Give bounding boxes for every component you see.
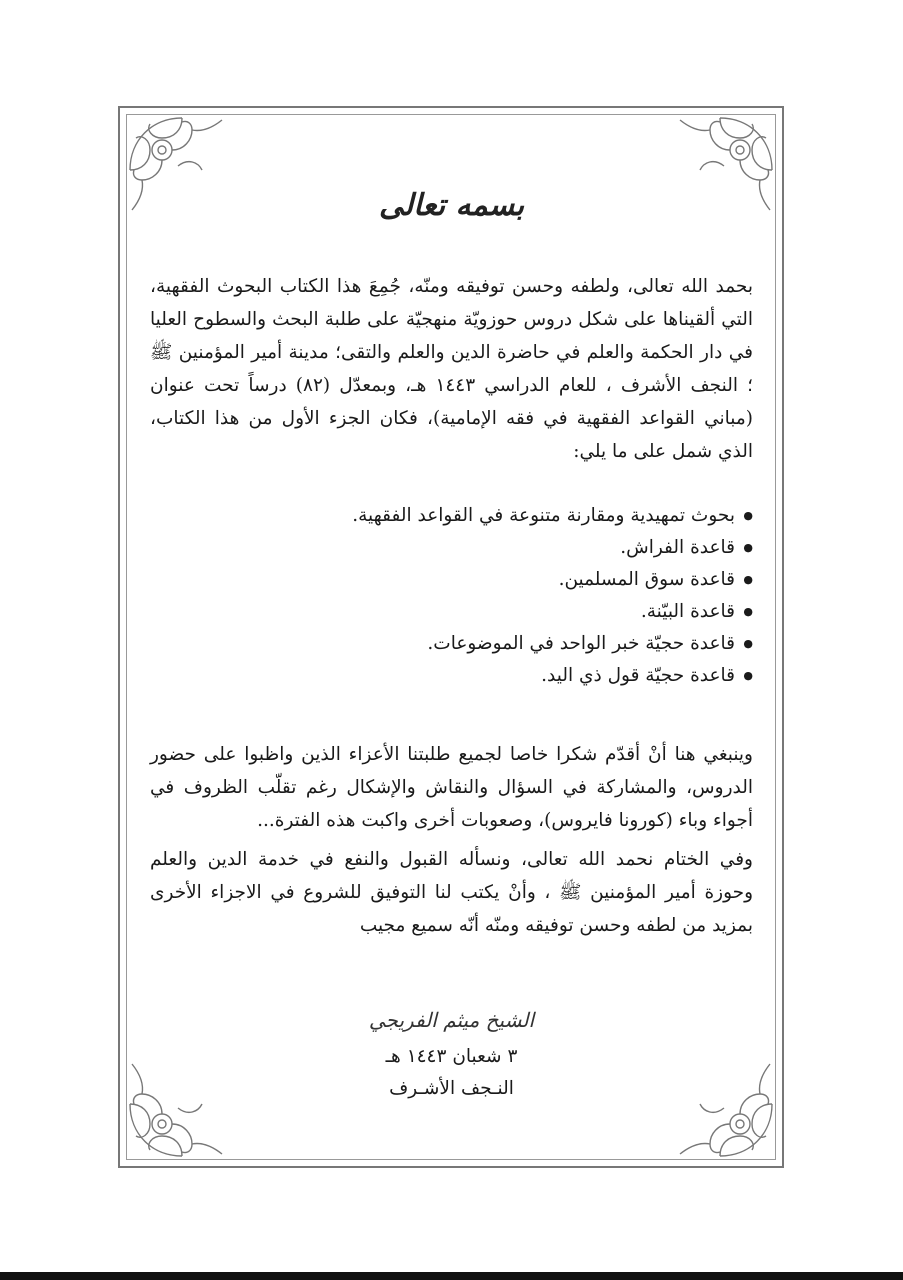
closing-paragraph: وفي الختام نحمد الله تعالى، ونسأله القبول والنفع في خدمة الدين والعلم وحوزة أمير المؤمنين ﷺ ، وأنْ يكتب لنا التوفيق للشروع في الاجزاء الأخرى بمزيد من لطفه وحسن توفيقه ومنّه أنّه سميع مجيب — [150, 849, 753, 936]
list-item: ● قاعدة الفراش. — [150, 532, 753, 564]
signature: الشيخ ميثم الفريجي — [368, 1008, 535, 1032]
list-item: ● بحوث تمهيدية ومقارنة متنوعة في القواعد الفقهية. — [150, 500, 753, 532]
calligraphy-heading: بسمه تعالى — [378, 188, 525, 223]
corner-ornament-bottom-right — [670, 1054, 780, 1164]
date-line: ٣ شعبان ١٤٤٣ هـ — [385, 1046, 518, 1067]
list-item: ● قاعدة سوق المسلمين. — [150, 564, 753, 596]
list-item: ● قاعدة حجيّة قول ذي اليد. — [150, 660, 753, 692]
corner-ornament-bottom-left — [122, 1054, 232, 1164]
intro-paragraph: بحمد الله تعالى، ولطفه وحسن توفيقه ومنّه، جُمِعَ هذا الكتاب البحوث الفقهية، التي ألقيناها على شكل دروس حوزويّة منهجيّة على طلبة البحث والسطوح العليا في دار الحكمة والعلم في حاضرة الدين والعلم والتقى؛ مدينة أمير المؤمنين ﷺ ؛ النجف الأشرف ، للعام الدراسي ١٤٤٣ هـ، وبمعدّل (٨٢) درساً تحت عنوان (مباني القواعد الفقهية في فقه الإمامية)، فكان الجزء الأول من هذا الكتاب، الذي شمل على ما يلي: — [150, 276, 753, 462]
topics-list — [150, 500, 753, 692]
bottom-edge-bar — [0, 1272, 903, 1280]
thanks-paragraph: وينبغي هنا أنْ أقدّم شكرا خاصا لجميع طلبتنا الأعزاء الذين واظبوا على حضور الدروس، والمشاركة في السؤال والنقاش والإشكال رغم تقلّب الظروف في أجواء وباء (كورونا فايروس)، وصعوبات أخرى واكبت هذه الفترة... — [150, 744, 753, 831]
list-item: ● قاعدة حجيّة خبر الواحد في الموضوعات. — [150, 628, 753, 660]
list-item: ● قاعدة البيّنة. — [150, 596, 753, 628]
place-line: النـجف الأشـرف — [389, 1078, 514, 1099]
